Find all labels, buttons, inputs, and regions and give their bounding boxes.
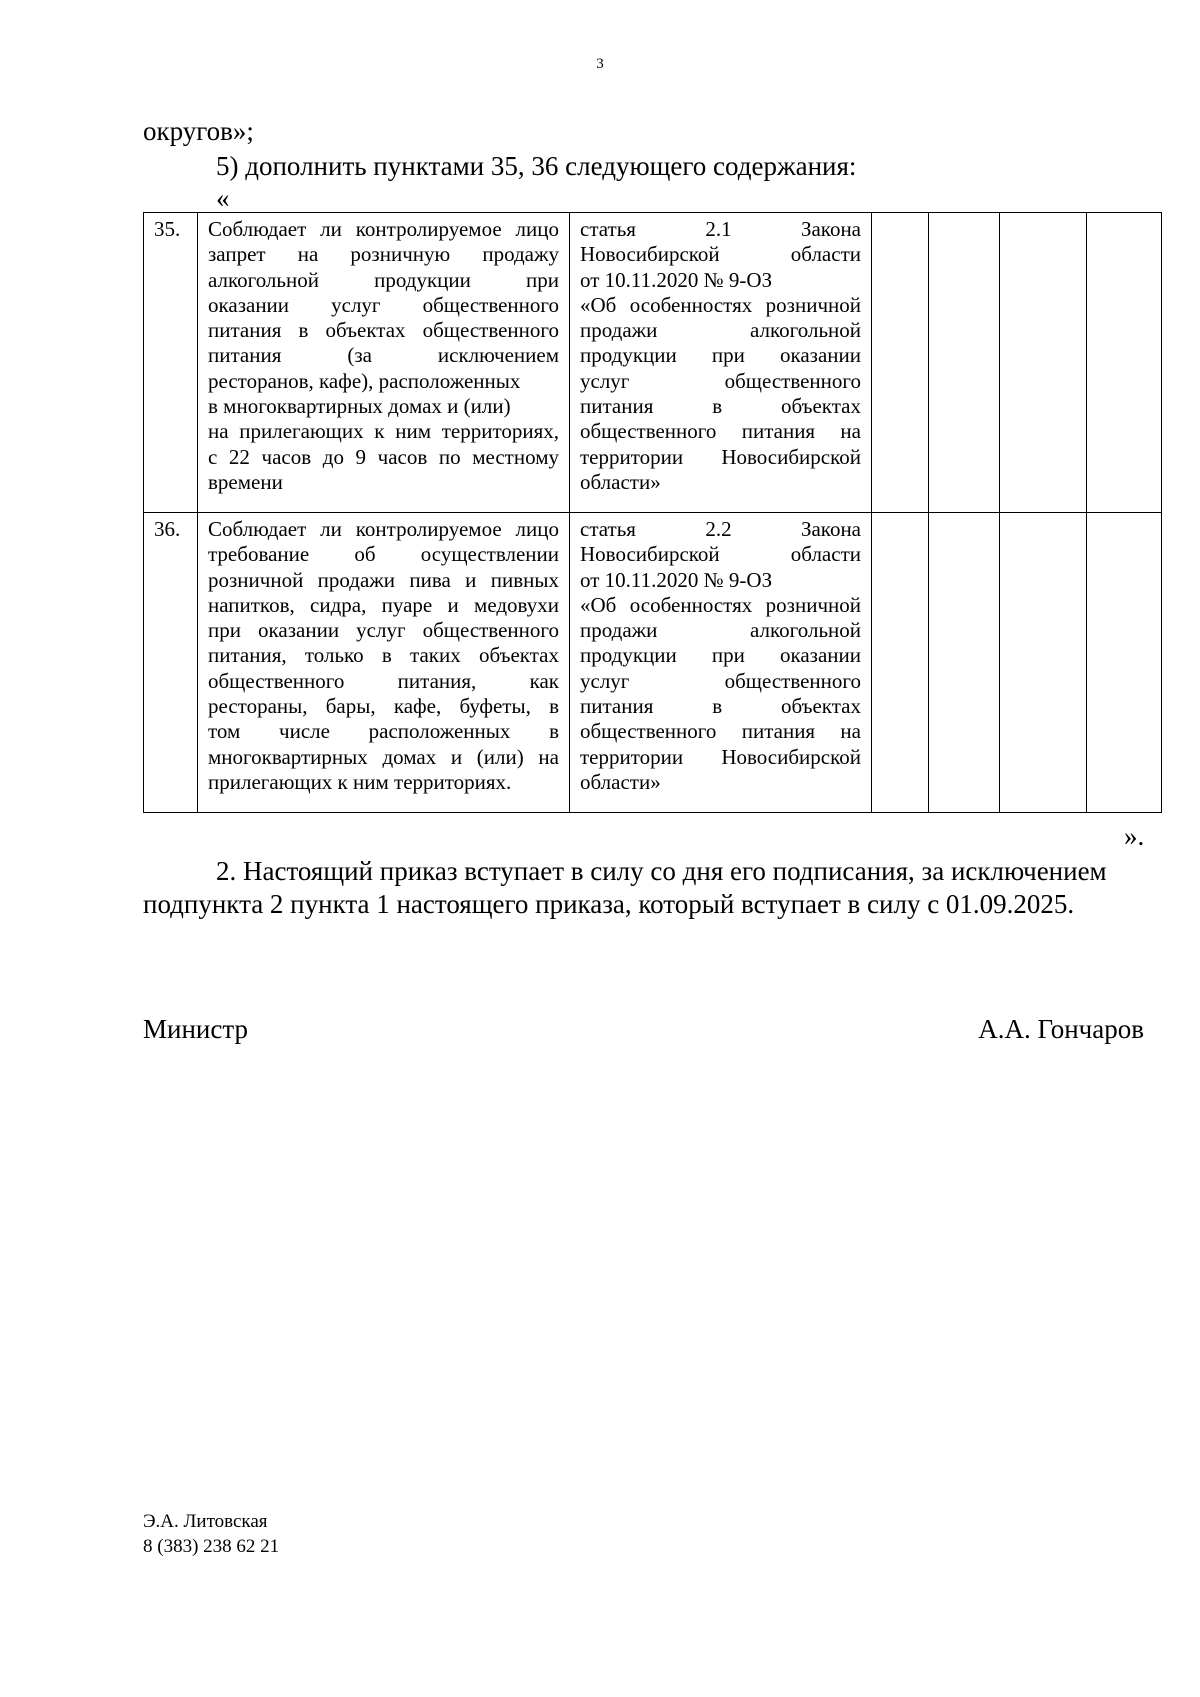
- row-number: 36.: [144, 513, 198, 813]
- empty-cell: [872, 213, 929, 513]
- law-reference-cell: [570, 513, 872, 813]
- law-line: продукции при оказании: [580, 643, 861, 668]
- signature-name: А.А. Гончаров: [978, 1014, 1144, 1044]
- law-line: продажи алкогольной: [580, 318, 861, 343]
- question-line: с 22 часов до 9 часов по местному: [208, 444, 559, 469]
- question-line: оказании услуг общественного: [208, 292, 559, 317]
- law-line: статья 2.1 Закона: [580, 217, 861, 241]
- law-line: от 10.11.2020 № 9-ОЗ: [580, 267, 773, 292]
- question-line: на прилегающих к ним территориях,: [208, 419, 559, 444]
- question-line: питания (за исключением: [208, 343, 559, 368]
- empty-cell: [1087, 213, 1162, 513]
- law-line: от 10.11.2020 № 9-ОЗ: [580, 567, 773, 592]
- question-line: запрет на розничную продажу: [208, 242, 559, 267]
- law-line: статья 2.2 Закона: [580, 517, 861, 541]
- table-row: [144, 513, 1162, 813]
- question-line: общественного питания, как: [208, 668, 559, 693]
- question-line: многоквартирных домах и (или) на: [208, 744, 559, 769]
- law-line: «Об особенностях розничной: [580, 292, 861, 317]
- question-line: в многоквартирных домах и (или): [208, 394, 511, 419]
- page-number: 3: [596, 56, 604, 72]
- law-line: Новосибирской области: [580, 242, 861, 267]
- executor-phone: 8 (383) 238 62 21: [143, 1536, 280, 1557]
- question-line: прилегающих к ним территориях.: [208, 769, 512, 794]
- executor-name: Э.А. Литовская: [143, 1511, 268, 1532]
- item-5-heading: 5) дополнить пунктами 35, 36 следующего содержания:: [216, 151, 857, 181]
- okrugov-line: округов»;: [143, 116, 254, 146]
- paragraph-2-line-2: подпункта 2 пункта 1 настоящего приказа, который вступает в силу с 01.09.2025.: [143, 889, 1075, 919]
- empty-cell: [929, 213, 1000, 513]
- law-line: области»: [580, 769, 661, 794]
- law-line: продукции при оказании: [580, 343, 861, 368]
- law-line: области»: [580, 469, 661, 494]
- law-line: услуг общественного: [580, 668, 861, 693]
- law-line: продажи алкогольной: [580, 618, 861, 643]
- question-line: напитков, сидра, пуаре и медовухи: [208, 592, 559, 617]
- law-line: «Об особенностях розничной: [580, 592, 861, 617]
- question-cell: [198, 213, 570, 513]
- law-reference-cell: [570, 213, 872, 513]
- table-row: [144, 213, 1162, 513]
- open-quote: «: [216, 183, 230, 213]
- row-number: 35.: [144, 213, 198, 513]
- question-line: времени: [208, 469, 283, 494]
- law-line: общественного питания на: [580, 419, 861, 444]
- signature-title: Министр: [143, 1014, 248, 1044]
- question-line: питания, только в таких объектах: [208, 643, 559, 668]
- law-line: услуг общественного: [580, 368, 861, 393]
- law-line: питания в объектах: [580, 694, 861, 719]
- question-line: рестораны, бары, кафе, буфеты, в: [208, 694, 559, 719]
- law-line: территории Новосибирской: [580, 744, 861, 769]
- question-line: алкогольной продукции при: [208, 267, 559, 292]
- empty-cell: [1000, 513, 1087, 813]
- question-line: Соблюдает ли контролируемое лицо: [208, 517, 559, 541]
- question-line: при оказании услуг общественного: [208, 618, 559, 643]
- empty-cell: [1000, 213, 1087, 513]
- question-line: ресторанов, кафе), расположенных: [208, 368, 521, 393]
- question-line: Соблюдает ли контролируемое лицо: [208, 217, 559, 241]
- question-line: том числе расположенных в: [208, 719, 559, 744]
- law-line: питания в объектах: [580, 394, 861, 419]
- close-quote: ».: [1124, 821, 1145, 851]
- law-line: общественного питания на: [580, 719, 861, 744]
- question-cell: [198, 513, 570, 813]
- amendment-table: [143, 212, 1162, 813]
- question-line: питания в объектах общественного: [208, 318, 559, 343]
- empty-cell: [872, 513, 929, 813]
- question-line: розничной продажи пива и пивных: [208, 567, 559, 592]
- law-line: территории Новосибирской: [580, 444, 861, 469]
- paragraph-2-line-1: 2. Настоящий приказ вступает в силу со дня его подписания, за исключением: [216, 856, 1107, 886]
- empty-cell: [1087, 513, 1162, 813]
- law-line: Новосибирской области: [580, 542, 861, 567]
- empty-cell: [929, 513, 1000, 813]
- question-line: требование об осуществлении: [208, 542, 559, 567]
